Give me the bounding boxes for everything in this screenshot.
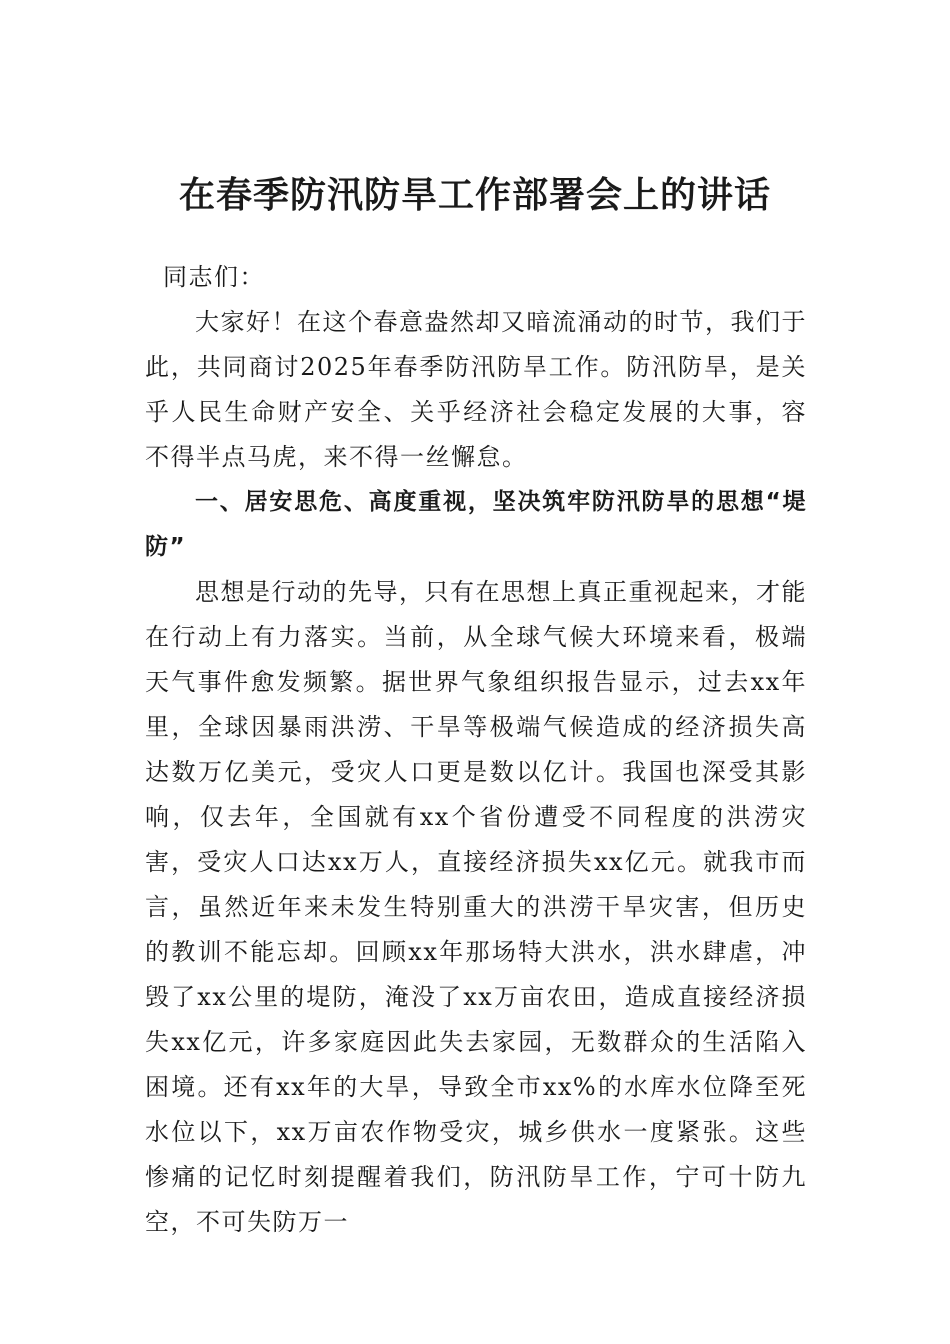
body-paragraph: 思想是行动的先导，只有在思想上真正重视起来，才能在行动上有力落实。当前，从全球气候大环境来看，极端天气事件愈发频繁。据世界气象组织报告显示，过去xx年里，全球因暴雨洪涝、干旱等极端气候造成的经济损失高达数万亿美元，受灾人口更是数以亿计。我国也深受其影响，仅去年，全国就有xx个省份遭受不同程度的洪涝灾害，受灾人口达xx万人，直接经济损失xx亿元。就我市而言，虽然近年来未发生特别重大的洪涝干旱灾害，但历史的教训不能忘却。回顾xx年那场特大洪水，洪水肆虐，冲毁了xx公里的堤防，淹没了xx万亩农田，造成直接经济损失xx亿元，许多家庭因此失去家园，无数群众的生活陷入困境。还有xx年的大旱，导致全市xx%的水库水位降至死水位以下，xx万亩农作物受灾，城乡供水一度紧张。这些惨痛的记忆时刻提醒着我们，防汛防旱工作，宁可十防九空，不可失防万一 (145, 578, 807, 1236)
opening-paragraph: 大家好！在这个春意盎然却又暗流涌动的时节，我们于此，共同商讨2025年春季防汛防旱工作。防汛防旱，是关乎人民生命财产安全、关乎经济社会稳定发展的大事，容不得半点马虎，来不得一丝懈怠。 (145, 308, 807, 471)
document-title: 在春季防汛防旱工作部署会上的讲话 (178, 174, 771, 216)
document-body (145, 255, 807, 1245)
salutation: 同志们： (163, 263, 265, 291)
section-heading-1: 一、居安思危、高度重视，坚决筑牢防汛防旱的思想“堤防” (145, 489, 807, 560)
